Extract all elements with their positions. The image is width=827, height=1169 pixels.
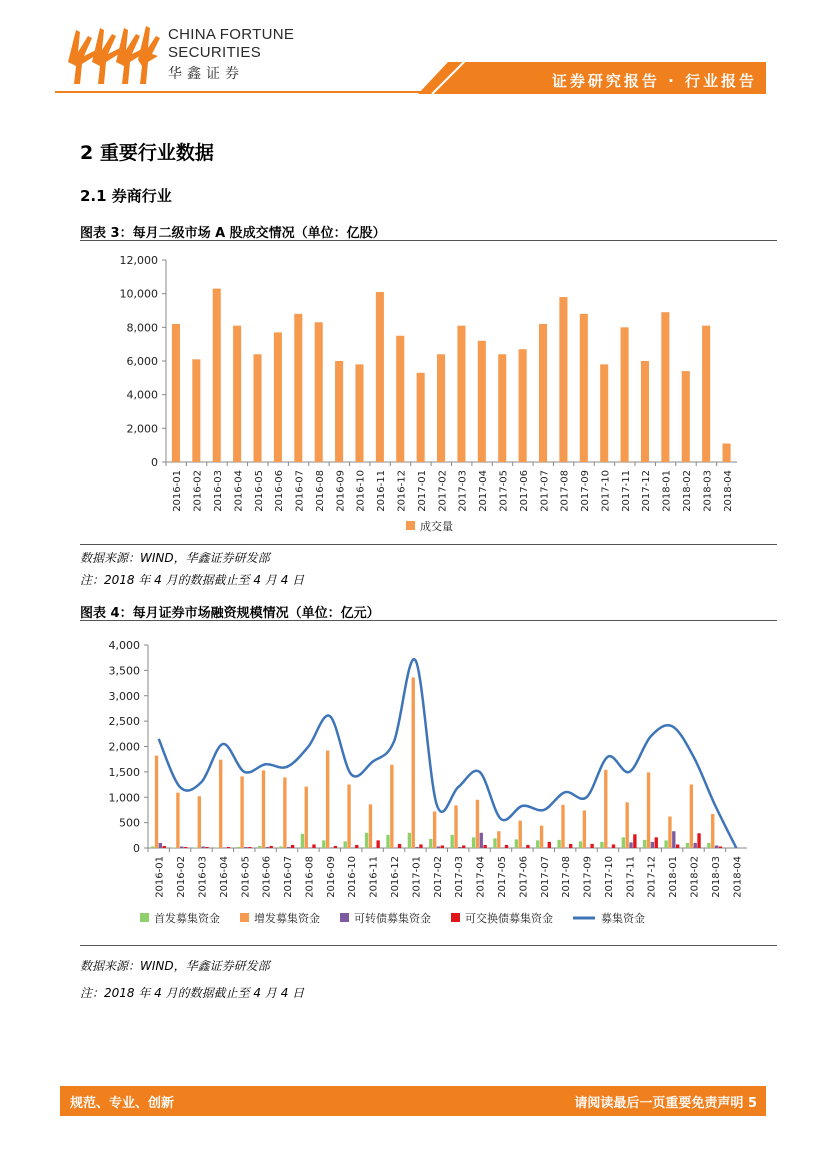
bar bbox=[240, 776, 243, 848]
bar bbox=[697, 833, 700, 848]
bar bbox=[315, 322, 323, 462]
x-tick-label: 2016-08 bbox=[314, 470, 326, 512]
footer-disclaimer: 请阅读最后一页重要免责声明 5 bbox=[574, 1096, 757, 1111]
bar bbox=[376, 840, 379, 848]
legend-label: 增发募集资金 bbox=[254, 912, 320, 925]
figure3-chart bbox=[80, 243, 777, 541]
bar bbox=[519, 349, 527, 462]
bar bbox=[227, 847, 230, 848]
x-tick-label: 2016-02 bbox=[176, 856, 188, 898]
bar bbox=[159, 843, 162, 848]
bar bbox=[493, 838, 496, 848]
bar bbox=[237, 847, 240, 848]
bar bbox=[369, 804, 372, 848]
y-tick-label: 2,000 bbox=[126, 422, 158, 436]
bar bbox=[625, 802, 628, 848]
bar bbox=[655, 837, 658, 848]
bar bbox=[480, 833, 483, 848]
x-tick-label: 2017-06 bbox=[518, 856, 530, 898]
bar bbox=[308, 847, 311, 848]
y-tick-label: 10,000 bbox=[119, 287, 158, 301]
x-tick-label: 2016-03 bbox=[197, 856, 209, 898]
x-tick-label: 2017-09 bbox=[582, 856, 594, 898]
bar bbox=[629, 842, 632, 848]
y-tick-label: 6,000 bbox=[126, 355, 158, 368]
x-tick-label: 2016-07 bbox=[294, 470, 306, 512]
bar bbox=[419, 844, 422, 848]
x-tick-label: 2016-04 bbox=[218, 856, 230, 898]
bar bbox=[472, 837, 475, 848]
bar bbox=[415, 847, 418, 848]
bar bbox=[172, 324, 180, 462]
bar bbox=[326, 751, 329, 848]
bar bbox=[287, 847, 290, 848]
bar bbox=[347, 785, 350, 848]
bar bbox=[702, 326, 710, 462]
x-tick-label: 2016-12 bbox=[396, 470, 408, 512]
x-tick-label: 2016-03 bbox=[212, 470, 224, 512]
bar bbox=[355, 845, 358, 848]
footer-slogan: 规范、专业、创新 bbox=[70, 1096, 175, 1111]
x-tick-label: 2018-01 bbox=[661, 470, 673, 512]
section-title: 2 重要行业数据 bbox=[80, 142, 214, 164]
bar bbox=[643, 840, 646, 848]
bar bbox=[647, 772, 650, 848]
bar bbox=[723, 443, 731, 462]
legend-swatch bbox=[451, 913, 460, 922]
bar bbox=[330, 847, 333, 848]
bar bbox=[301, 834, 304, 848]
bar bbox=[201, 846, 204, 848]
x-tick-label: 2017-05 bbox=[498, 470, 510, 512]
x-tick-label: 2016-10 bbox=[347, 856, 359, 898]
bar bbox=[184, 847, 187, 848]
x-tick-label: 2016-07 bbox=[283, 856, 295, 898]
figure3-bottom-rule bbox=[80, 544, 777, 545]
bar bbox=[501, 847, 504, 848]
x-tick-label: 2018-02 bbox=[682, 470, 694, 512]
figure4-source: 数据来源：WIND，华鑫证券研发部 bbox=[80, 959, 270, 973]
x-tick-label: 2017-11 bbox=[625, 856, 637, 898]
bar bbox=[151, 846, 154, 848]
bar bbox=[163, 846, 166, 848]
bar bbox=[715, 845, 718, 848]
legend-label: 可交换债募集资金 bbox=[465, 912, 553, 925]
x-tick-label: 2018-02 bbox=[689, 856, 701, 898]
x-tick-label: 2017-08 bbox=[561, 856, 573, 898]
bar bbox=[515, 839, 518, 848]
x-tick-label: 2017-03 bbox=[454, 856, 466, 898]
bar bbox=[386, 835, 389, 848]
x-tick-label: 2016-01 bbox=[172, 470, 184, 512]
bar bbox=[641, 361, 649, 462]
x-tick-label: 2017-11 bbox=[620, 470, 632, 512]
brand-name-en-line1: CHINA FORTUNE bbox=[168, 26, 295, 43]
x-tick-label: 2016-09 bbox=[325, 856, 337, 898]
brand-name-en-line2: SECURITIES bbox=[168, 44, 262, 61]
x-tick-label: 2017-06 bbox=[518, 470, 530, 512]
x-tick-label: 2016-06 bbox=[274, 470, 286, 512]
bar bbox=[672, 831, 675, 848]
bar bbox=[561, 805, 564, 848]
y-tick-label: 12,000 bbox=[119, 254, 158, 267]
y-tick-label: 500 bbox=[119, 816, 140, 830]
bar bbox=[583, 810, 586, 848]
x-tick-label: 2017-05 bbox=[496, 856, 508, 898]
bar bbox=[690, 785, 693, 848]
bar bbox=[223, 847, 226, 848]
x-tick-label: 2017-01 bbox=[416, 470, 428, 512]
bar bbox=[334, 846, 337, 848]
bar bbox=[322, 840, 325, 848]
x-tick-label: 2018-04 bbox=[722, 470, 734, 512]
x-tick-label: 2016-12 bbox=[390, 856, 402, 898]
bar bbox=[559, 297, 567, 462]
y-tick-label: 0 bbox=[151, 456, 158, 469]
bar bbox=[355, 364, 363, 462]
x-tick-label: 2018-03 bbox=[710, 856, 722, 898]
bar bbox=[557, 840, 560, 848]
bar bbox=[172, 847, 175, 848]
bar bbox=[682, 371, 690, 462]
report-tag: 证券研究报告 · 行业报告 bbox=[551, 72, 757, 90]
x-tick-label: 2016-05 bbox=[253, 470, 265, 512]
bar bbox=[590, 844, 593, 848]
x-tick-label: 2018-04 bbox=[732, 856, 744, 898]
bar bbox=[548, 842, 551, 848]
bar bbox=[600, 364, 608, 462]
bar bbox=[539, 324, 547, 462]
bar bbox=[458, 847, 461, 848]
bar bbox=[600, 842, 603, 848]
bar bbox=[612, 844, 615, 848]
x-tick-label: 2016-04 bbox=[233, 470, 245, 512]
bar bbox=[622, 837, 625, 848]
x-tick-label: 2016-10 bbox=[355, 470, 367, 512]
brand-name-cn: 华鑫证券 bbox=[168, 66, 244, 82]
bar bbox=[412, 677, 415, 848]
bar bbox=[536, 840, 539, 848]
bar bbox=[198, 796, 201, 848]
bar bbox=[279, 846, 282, 848]
bar bbox=[483, 845, 486, 848]
bar bbox=[608, 847, 611, 848]
y-tick-label: 4,000 bbox=[126, 388, 158, 402]
bar bbox=[408, 833, 411, 848]
x-tick-label: 2017-07 bbox=[539, 470, 551, 512]
x-tick-label: 2017-02 bbox=[437, 470, 449, 512]
bar bbox=[194, 847, 197, 848]
bar bbox=[441, 845, 444, 848]
bar bbox=[604, 770, 607, 848]
figure4-bottom-rule bbox=[80, 945, 777, 946]
legend-swatch bbox=[406, 521, 415, 530]
bar bbox=[476, 800, 479, 848]
x-tick-label: 2016-11 bbox=[376, 470, 388, 512]
x-tick-label: 2017-04 bbox=[478, 470, 490, 512]
x-tick-label: 2018-01 bbox=[668, 856, 680, 898]
bar bbox=[270, 846, 273, 848]
bar bbox=[664, 840, 667, 848]
figure4-title: 图表 4：每月证券市场融资规模情况（单位：亿元） bbox=[80, 606, 380, 621]
bar bbox=[376, 292, 384, 462]
bar bbox=[433, 811, 436, 848]
legend-label: 成交量 bbox=[420, 520, 453, 533]
y-tick-label: 1,500 bbox=[108, 765, 140, 779]
bar bbox=[398, 844, 401, 848]
section-subtitle: 2.1 券商行业 bbox=[80, 187, 172, 205]
bar bbox=[621, 327, 629, 462]
x-tick-label: 2017-10 bbox=[600, 470, 612, 512]
bar bbox=[351, 847, 354, 848]
bar bbox=[390, 765, 393, 848]
y-tick-label: 1,000 bbox=[108, 791, 140, 805]
bar bbox=[686, 843, 689, 848]
x-tick-label: 2016-09 bbox=[335, 470, 347, 512]
bar bbox=[262, 770, 265, 848]
figure4-chart bbox=[80, 624, 777, 942]
bar bbox=[579, 841, 582, 848]
bar bbox=[707, 843, 710, 848]
x-tick-label: 2018-03 bbox=[702, 470, 714, 512]
bar bbox=[219, 760, 222, 848]
bar bbox=[497, 831, 500, 848]
bar bbox=[676, 844, 679, 848]
figure3-top-rule bbox=[80, 240, 777, 241]
bar bbox=[253, 354, 261, 462]
bar bbox=[580, 314, 588, 462]
bar bbox=[457, 326, 465, 462]
y-tick-label: 3,000 bbox=[108, 689, 140, 703]
x-tick-label: 2016-11 bbox=[368, 856, 380, 898]
legend-swatch bbox=[140, 913, 149, 922]
x-tick-label: 2016-02 bbox=[192, 470, 204, 512]
bar bbox=[274, 332, 282, 462]
bar bbox=[668, 817, 671, 848]
legend-label: 募集资金 bbox=[601, 912, 645, 925]
legend-label: 可转债募集资金 bbox=[354, 912, 431, 925]
bar bbox=[176, 793, 179, 848]
bar bbox=[283, 777, 286, 848]
bar bbox=[396, 336, 404, 462]
x-tick-label: 2017-04 bbox=[475, 856, 487, 898]
x-tick-label: 2017-09 bbox=[580, 470, 592, 512]
bar bbox=[540, 826, 543, 848]
y-tick-label: 0 bbox=[133, 842, 140, 855]
x-tick-label: 2017-12 bbox=[641, 470, 653, 512]
bar bbox=[429, 839, 432, 848]
y-tick-label: 2,500 bbox=[108, 715, 140, 729]
x-tick-label: 2017-10 bbox=[603, 856, 615, 898]
bar bbox=[569, 844, 572, 848]
x-tick-label: 2016-08 bbox=[304, 856, 316, 898]
bar bbox=[505, 845, 508, 848]
bar bbox=[417, 373, 425, 462]
bar bbox=[694, 843, 697, 848]
bar bbox=[544, 847, 547, 848]
bar bbox=[565, 847, 568, 848]
bar bbox=[437, 846, 440, 848]
bar bbox=[437, 354, 445, 462]
bar bbox=[661, 312, 669, 462]
y-tick-label: 4,000 bbox=[108, 639, 140, 652]
bar bbox=[305, 787, 308, 848]
x-tick-label: 2017-12 bbox=[646, 856, 658, 898]
bar bbox=[633, 834, 636, 848]
x-tick-label: 2017-03 bbox=[457, 470, 469, 512]
bar bbox=[365, 833, 368, 848]
bar bbox=[335, 361, 343, 462]
bar bbox=[651, 842, 654, 848]
bar bbox=[498, 354, 506, 462]
bar bbox=[454, 805, 457, 848]
bar bbox=[192, 359, 200, 462]
x-tick-label: 2017-08 bbox=[559, 470, 571, 512]
bar bbox=[213, 289, 221, 462]
figure3-source: 数据来源：WIND，华鑫证券研发部 bbox=[80, 551, 270, 565]
x-tick-label: 2016-06 bbox=[261, 856, 273, 898]
figure4-top-rule bbox=[80, 620, 777, 621]
x-tick-label: 2017-07 bbox=[539, 856, 551, 898]
bar bbox=[478, 341, 486, 462]
bar bbox=[266, 847, 269, 848]
x-tick-label: 2016-01 bbox=[154, 856, 166, 898]
bar bbox=[258, 846, 261, 848]
bar bbox=[291, 845, 294, 848]
y-tick-label: 2,000 bbox=[108, 740, 140, 754]
legend-swatch bbox=[340, 913, 349, 922]
bar bbox=[522, 847, 525, 848]
bar bbox=[519, 821, 522, 848]
bar bbox=[312, 844, 315, 848]
legend-swatch bbox=[240, 913, 249, 922]
figure4-note: 注：2018 年 4 月的数据截止至 4 月 4 日 bbox=[80, 986, 305, 1000]
bar bbox=[450, 835, 453, 848]
bar bbox=[344, 841, 347, 848]
bar bbox=[719, 846, 722, 848]
bar bbox=[394, 847, 397, 848]
bar bbox=[587, 847, 590, 848]
bar bbox=[180, 846, 183, 848]
bar bbox=[248, 847, 251, 848]
bar bbox=[462, 845, 465, 848]
bar bbox=[215, 847, 218, 848]
bar bbox=[526, 845, 529, 848]
figure3-note: 注：2018 年 4 月的数据截止至 4 月 4 日 bbox=[80, 573, 305, 587]
bar bbox=[155, 756, 158, 848]
x-tick-label: 2017-02 bbox=[432, 856, 444, 898]
bar bbox=[244, 847, 247, 848]
bar bbox=[205, 847, 208, 848]
bar bbox=[233, 326, 241, 462]
legend-label: 首发募集资金 bbox=[154, 912, 220, 925]
x-tick-label: 2017-01 bbox=[411, 856, 423, 898]
figure3-title: 图表 3：每月二级市场 A 股成交情况（单位：亿股） bbox=[80, 226, 386, 241]
bar bbox=[373, 847, 376, 848]
bar bbox=[294, 314, 302, 462]
x-tick-label: 2016-05 bbox=[240, 856, 252, 898]
y-tick-label: 8,000 bbox=[126, 321, 158, 335]
y-tick-label: 3,500 bbox=[108, 664, 140, 678]
bar bbox=[711, 814, 714, 848]
